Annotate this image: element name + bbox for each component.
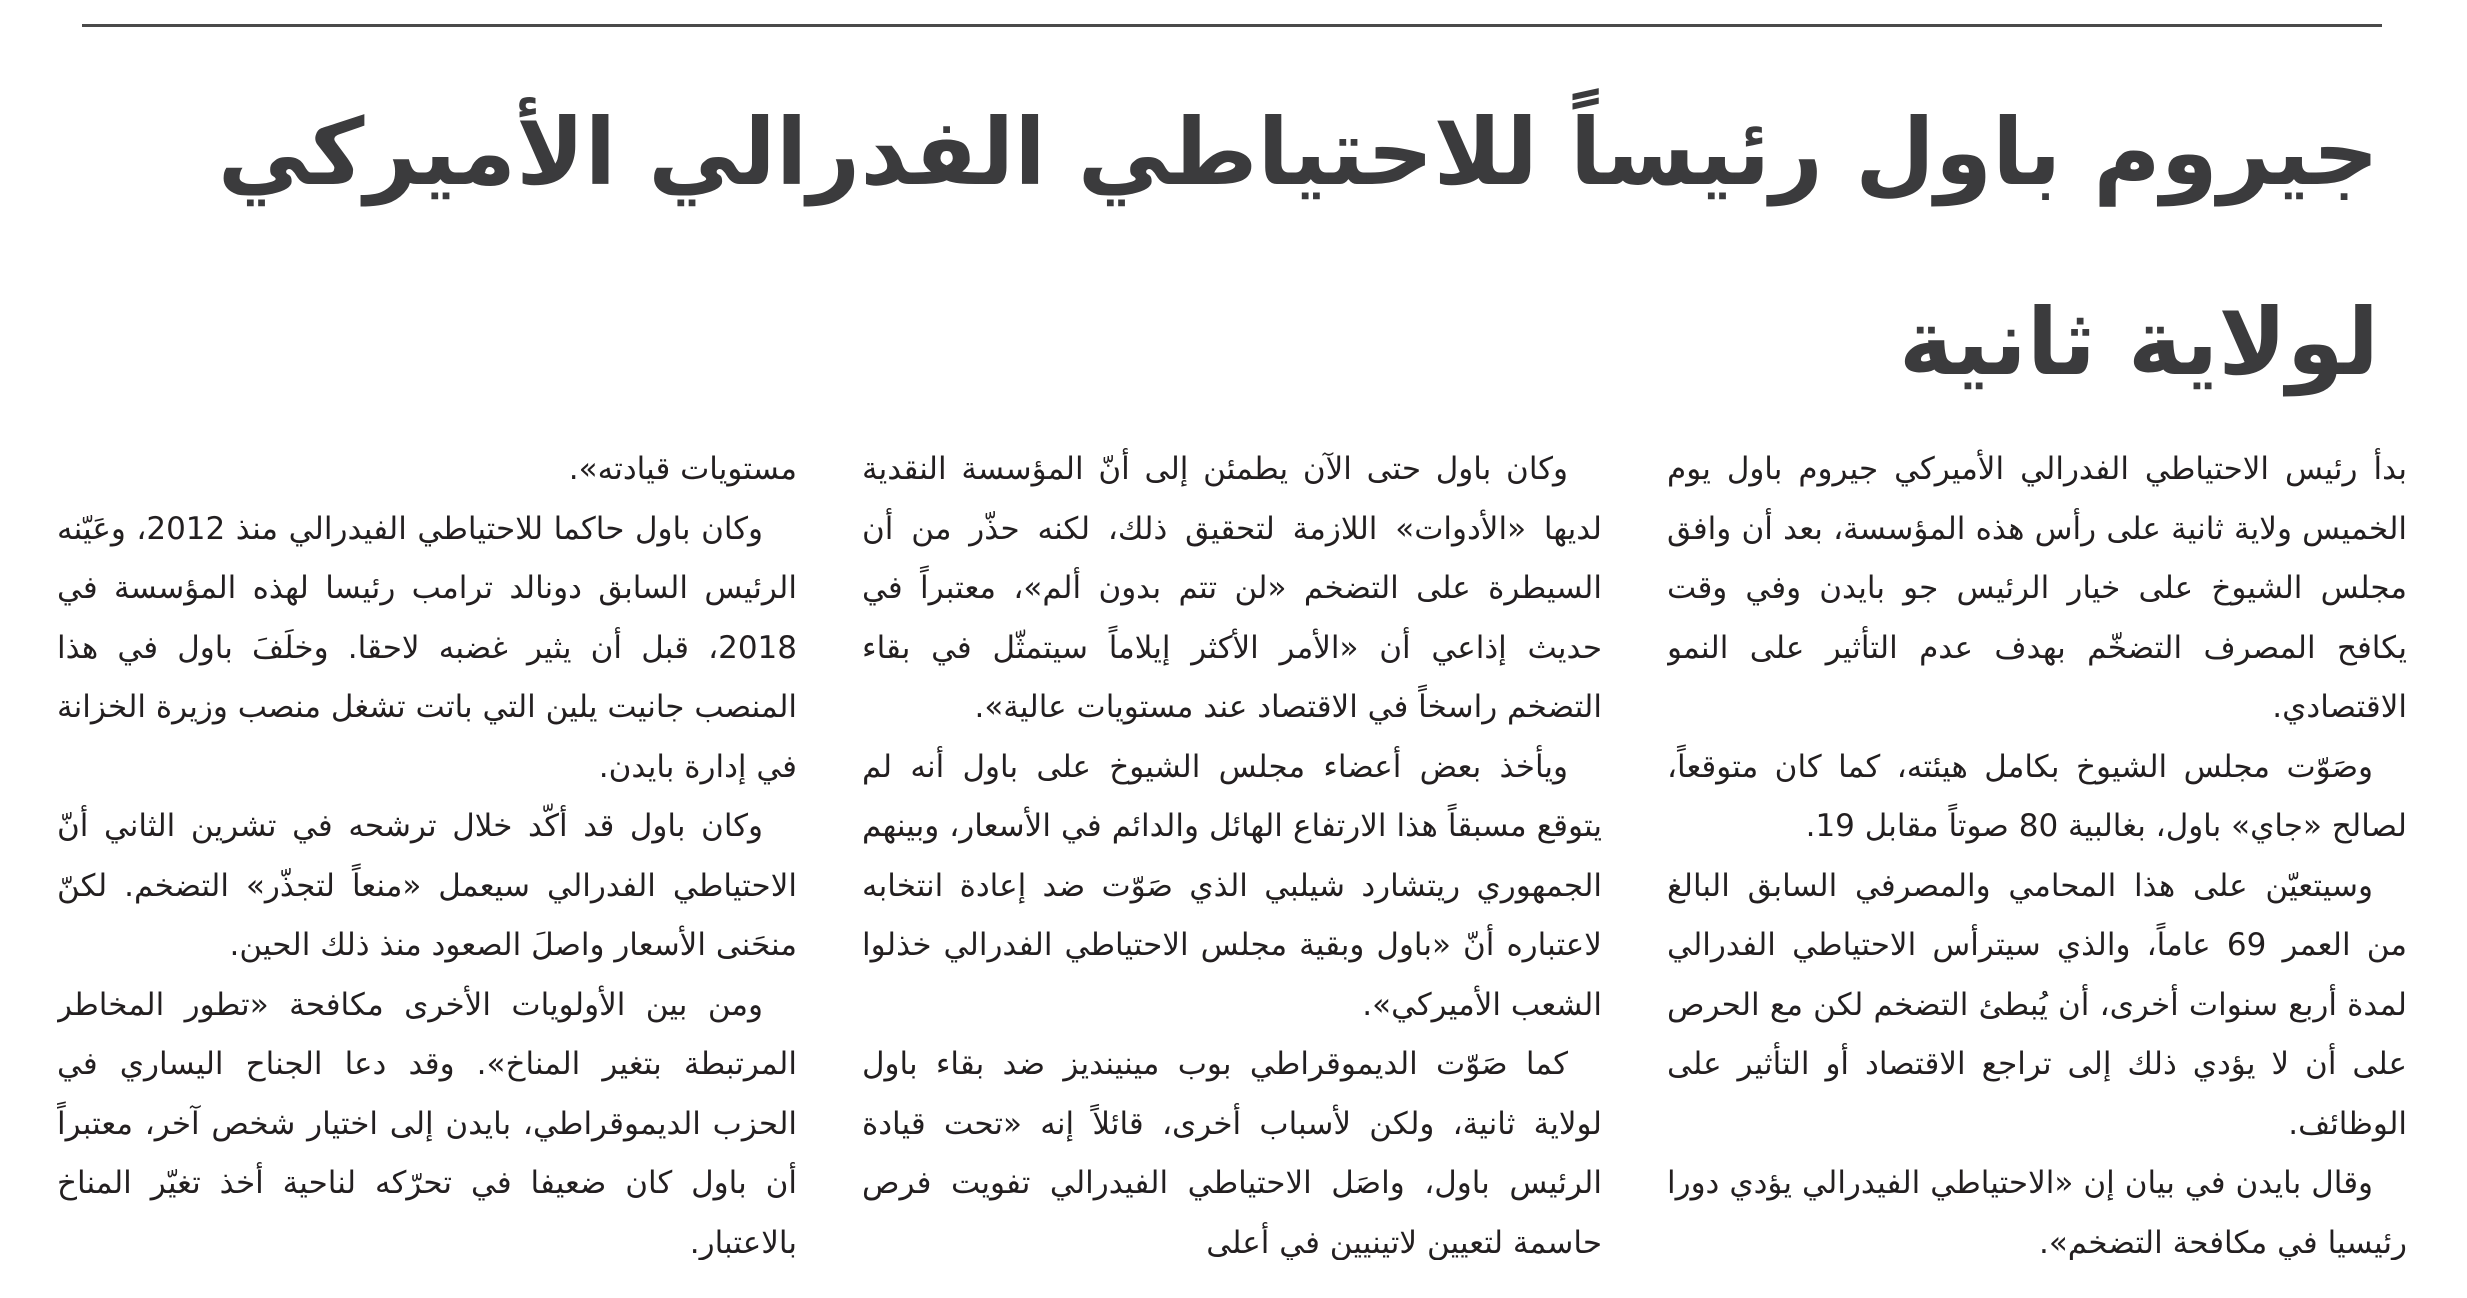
top-divider	[82, 24, 2382, 27]
paragraph: كما صَوّت الديموقراطي بوب مينينديز ضد بقاء باول لولاية ثانية، ولكن لأسباب أخرى، قائلاً إنه «تحت قيادة الرئيس باول، واصَل الاحتياطي الفيدرالي تفويت فرص حاسمة لتعيين لاتينيين في أعلى	[862, 1046, 1602, 1260]
paragraph: وكان باول قد أكّد خلال ترشحه في تشرين الثاني أنّ الاحتياطي الفدرالي سيعمل «منعاً لتجذّر» التضخم. لكنّ منحَنى الأسعار واصلَ الصعود منذ ذلك الحين.	[57, 808, 797, 963]
paragraph: بدأ رئيس الاحتياطي الفدرالي الأميركي جيروم باول يوم الخميس ولاية ثانية على رأس هذه المؤسسة، بعد أن وافق مجلس الشيوخ على خيار الرئيس جو بايدن وفي وقت يكافح المصرف التضخّم بهدف عدم التأثير على النمو الاقتصادي.	[1667, 451, 2407, 725]
article-column-right	[1667, 440, 2407, 1260]
paragraph: وصَوّت مجلس الشيوخ بكامل هيئته، كما كان متوقعاً، لصالح «جاي» باول، بغالبية 80 صوتاً مقابل 19.	[1667, 748, 2407, 844]
article-headline: جيروم باول رئيساً للاحتياطي الفدرالي الأميركي لولاية ثانية	[217, 99, 2379, 396]
paragraph: ومن بين الأولويات الأخرى مكافحة «تطور المخاطر المرتبطة بتغير المناخ». وقد دعا الجناح اليساري في الحزب الديموقراطي، بايدن إلى اختيار شخص آخر، معتبراً أن باول كان ضعيفا في تحرّكه لناحية أخذ تغيّر المناخ بالاعتبار.	[57, 986, 797, 1260]
article-column-left	[57, 440, 797, 1260]
paragraph: مستويات قيادته».	[568, 451, 797, 487]
paragraph: وسيتعيّن على هذا المحامي والمصرفي السابق البالغ من العمر 69 عاماً، والذي سيترأس الاحتياطي الفدرالي لمدة أربع سنوات أخرى، أن يُبطئ التضخم لكن مع الحرص على أن لا يؤدي ذلك إلى تراجع الاقتصاد أو التأثير على الوظائف.	[1667, 867, 2407, 1142]
article-column-middle	[862, 440, 1602, 1260]
paragraph: وكان باول حتى الآن يطمئن إلى أنّ المؤسسة النقدية لديها «الأدوات» اللازمة لتحقيق ذلك، لكنه حذّر من أن السيطرة على التضخم «لن تتم بدون ألم»، معتبراً في حديث إذاعي أن «الأمر الأكثر إيلاماً سيتمثّل في بقاء التضخم راسخاً في الاقتصاد عند مستويات عالية».	[862, 451, 1602, 725]
paragraph: وكان باول حاكما للاحتياطي الفيدرالي منذ 2012، وعَيّنه الرئيس السابق دونالد ترامب رئيسا لهذه المؤسسة في 2018، قبل أن يثير غضبه لاحقا. وخلَفَ باول في هذا المنصب جانيت يلين التي باتت تشغل منصب وزيرة الخزانة في إدارة بايدن.	[57, 510, 797, 785]
paragraph: ويأخذ بعض أعضاء مجلس الشيوخ على باول أنه لم يتوقع مسبقاً هذا الارتفاع الهائل والدائم في الأسعار، وبينهم الجمهوري ريتشارد شيلبي الذي صَوّت ضد إعادة انتخابه لاعتباره أنّ «باول وبقية مجلس الاحتياطي الفدرالي خذلوا الشعب الأميركي».	[862, 748, 1602, 1023]
paragraph: وقال بايدن في بيان إن «الاحتياطي الفيدرالي يؤدي دورا رئيسيا في مكافحة التضخم».	[1667, 1165, 2407, 1260]
article-body	[57, 440, 2407, 1260]
